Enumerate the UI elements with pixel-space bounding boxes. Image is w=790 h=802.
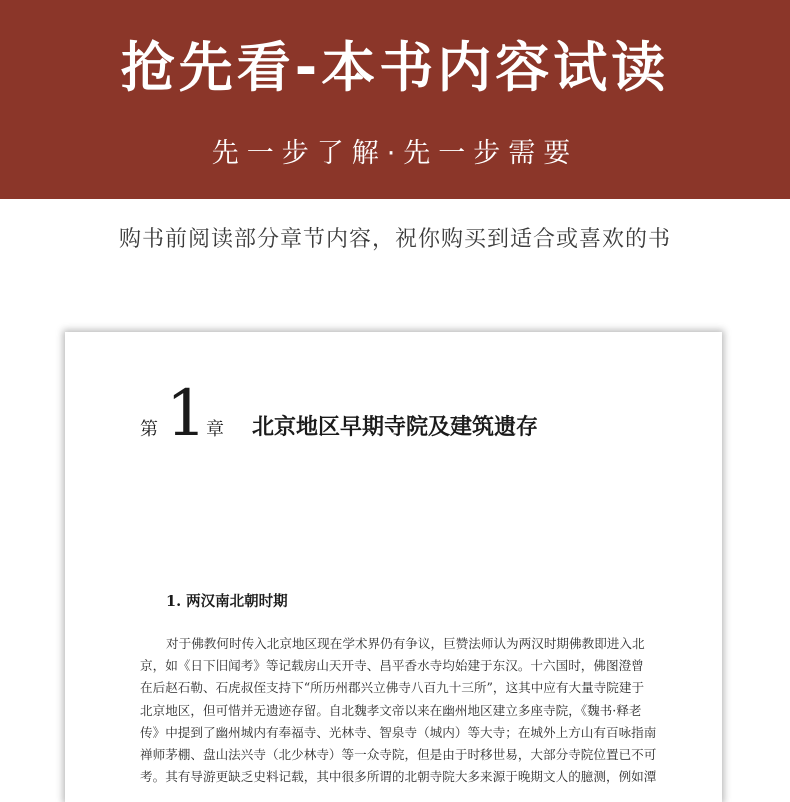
chapter-suffix: 章 (206, 419, 224, 440)
intro-text: 购书前阅读部分章节内容，祝你购买到适合或喜欢的书 (118, 227, 671, 252)
body-paragraph (140, 633, 660, 788)
body-line: 传》中提到了幽州城内有奉福寺、光林寺、智泉寺（城内）等大寺；在城外上方山有百咏指南 (140, 724, 657, 740)
body-line: 北京地区，但可惜并无遗迹存留。自北魏孝文帝以来在幽州地区建立多座寺院，《魏书·释老 (140, 702, 642, 718)
chapter-prefix: 第 (140, 419, 158, 440)
header-banner (0, 0, 790, 199)
section-heading: 1. 两汉南北朝时期 (166, 593, 288, 610)
body-line: 对于佛教何时传入北京地区现在学术界仍有争议，巨赞法师认为两汉时期佛教即进入北 (166, 636, 645, 651)
body-line: 禅师茅棚、盘山法兴寺（北少林寺）等一众寺院，但是由于时移世易，大部分寺院位置已不可 (140, 746, 657, 762)
body-line: 考。其有导游更缺乏史料记载，其中很多所谓的北朝寺院大多来源于晚期文人的臆测，例如潭 (140, 769, 657, 785)
body-line: 京，如《日下旧闻考》等记载房山天开寺、昌平香水寺均始建于东汉。十六国时，佛图澄曾 (140, 658, 644, 674)
banner-subtitle: 先一步了解·先一步需要 (211, 138, 579, 169)
chapter-title: 北京地区早期寺院及建筑遗存 (252, 414, 539, 440)
body-line: 在后赵石勒、石虎叔侄支持下“所历州郡兴立佛寺八百九十三所”，这其中应有大量寺院建于 (140, 680, 645, 696)
chapter-number: 1 (166, 377, 207, 451)
banner-title: 抢先看-本书内容试读 (120, 36, 670, 99)
